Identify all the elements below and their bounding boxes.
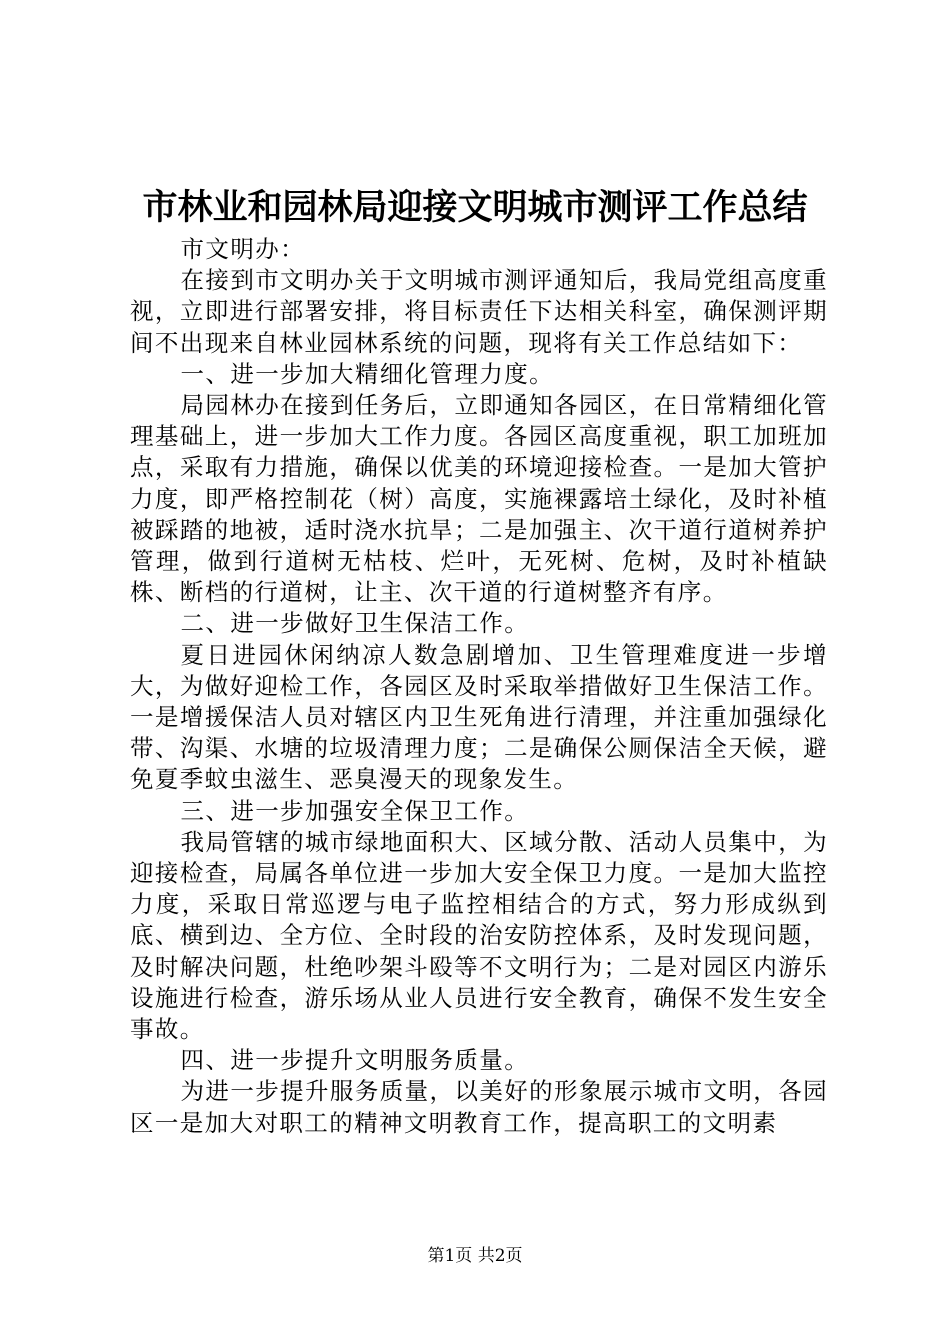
section-heading-2: 二、进一步做好卫生保洁工作。 [180,609,530,638]
intro-paragraph: 在接到市文明办关于文明城市测评通知后，我局党组高度重视，立即进行部署安排，将目标责任下达相关科室，确保测评期间不出现来自林业园林系统的问题，现将有关工作总结如下： [130,266,828,357]
document-body [130,234,828,1139]
section-paragraph-1: 局园林办在接到任务后，立即通知各园区，在日常精细化管理基础上，进一步加大工作力度。各园区高度重视，职工加班加点，采取有力措施，确保以优美的环境迎接检查。一是加大管护力度，即严格控制花（树）高度，实施裸露培土绿化，及时补植被踩踏的地被，适时浇水抗旱；二是加强主、次干道行道树养护管理，做到行道树无枯枝、烂叶，无死树、危树，及时补植缺株、断档的行道树，让主、次干道的行道树整齐有序。 [130,391,828,607]
salutation: 市文明办： [180,235,306,263]
section-paragraph-4: 为进一步提升服务质量，以美好的形象展示城市文明，各园区一是加大对职工的精神文明教育工作，提高职工的文明素 [130,1077,828,1137]
section-heading-3: 三、进一步加强安全保卫工作。 [180,796,530,825]
page-number-footer: 第1页 共2页 [427,1246,523,1266]
section-paragraph-2: 夏日进园休闲纳凉人数急剧增加、卫生管理难度进一步增大，为做好迎检工作，各园区及时采取举措做好卫生保洁工作。一是增援保洁人员对辖区内卫生死角进行清理，并注重加强绿化带、沟渠、水塘的垃圾清理力度；二是确保公厕保洁全天候，避免夏季蚊虫滋生、恶臭漫天的现象发生。 [130,640,828,794]
section-heading-4: 四、进一步提升文明服务质量。 [180,1046,530,1075]
section-heading-1: 一、进一步加大精细化管理力度。 [180,359,555,388]
document-title: 市林业和园林局迎接文明城市测评工作总结 [142,187,808,228]
section-paragraph-3: 我局管辖的城市绿地面积大、区域分散、活动人员集中，为迎接检查，局属各单位进一步加大安全保卫力度。一是加大监控力度，采取日常巡逻与电子监控相结合的方式，努力形成纵到底、横到边、全方位、全时段的治安防控体系，及时发现问题，及时解决问题，杜绝吵架斗殴等不文明行为；二是对园区内游乐设施进行检查，游乐场从业人员进行安全教育，确保不发生安全事故。 [130,827,828,1044]
